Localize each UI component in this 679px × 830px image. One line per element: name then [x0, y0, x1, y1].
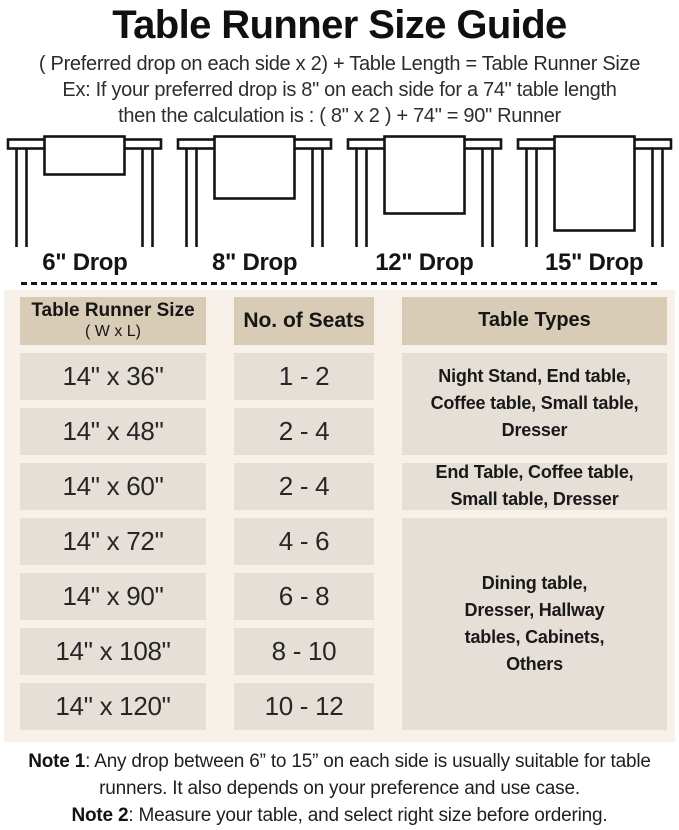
drop-diagram-6 [0, 135, 170, 277]
seats-cell: 6 - 8 [234, 573, 374, 620]
seats-cell: 1 - 2 [234, 353, 374, 400]
formula-text: ( Preferred drop on each side x 2) + Table Length = Table Runner Size [38, 52, 641, 75]
note-1 [3, 749, 677, 803]
header-table-types: Table Types [402, 297, 667, 345]
size-cell: 14" x 108" [20, 628, 206, 675]
seats-cell: 4 - 6 [234, 518, 374, 565]
drop-label: 8" Drop [211, 248, 298, 276]
page-title: Table Runner Size Guide [112, 3, 567, 47]
size-cell: 14" x 36" [20, 353, 206, 400]
drop-label: 15" Drop [544, 248, 644, 276]
example-line-1: Ex: If your preferred drop is 8" on each side for a 74" table length [62, 78, 617, 101]
example-line-2: then the calculation is : ( 8" x 2 ) + 74" = 90" Runner [118, 104, 561, 127]
note-2-text: : Measure your table, and select right size before ordering. [128, 804, 608, 826]
size-chart-grid [20, 297, 675, 730]
header-table-runner-size [20, 297, 206, 345]
seats-cell: 2 - 4 [234, 463, 374, 510]
table-types-cell-medium-tables: End Table, Coffee table, Small table, Dresser [402, 463, 667, 510]
size-cell: 14" x 60" [20, 463, 206, 510]
table-with-runner-illustration-8 [173, 135, 336, 247]
size-cell: 14" x 90" [20, 573, 206, 620]
table-with-runner-illustration-12 [343, 135, 506, 247]
header-size-line1: Table Runner Size [31, 300, 195, 322]
table-types-cell-large-tables: Dining table, Dresser, Hallway tables, Cabinets, Others [402, 518, 667, 730]
drop-label: 6" Drop [42, 248, 128, 276]
drop-diagram-12 [340, 135, 510, 277]
seats-cell: 8 - 10 [234, 628, 374, 675]
note-2-label: Note 2 [71, 804, 129, 826]
table-with-runner-illustration-6 [3, 135, 166, 247]
header-size-line2: ( W x L) [85, 323, 141, 341]
size-cell: 14" x 72" [20, 518, 206, 565]
notes-section [0, 749, 679, 830]
table-with-runner-illustration-15 [513, 135, 676, 247]
size-cell: 14" x 120" [20, 683, 206, 730]
note-1-label: Note 1 [28, 750, 86, 772]
drop-diagram-8 [170, 135, 340, 277]
size-cell: 14" x 48" [20, 408, 206, 455]
seats-cell: 2 - 4 [234, 408, 374, 455]
table-types-cell-small-tables: Night Stand, End table, Coffee table, Small table, Dresser [402, 353, 667, 455]
dashed-divider [21, 282, 658, 285]
note-1-text: : Any drop between 6” to 15” on each side is usually suitable for table runners. It also depends on your preference and use case. [85, 750, 651, 799]
drop-label: 12" Drop [375, 248, 474, 276]
drop-diagram-15 [509, 135, 679, 277]
size-chart-panel [4, 290, 675, 742]
seats-cell: 10 - 12 [234, 683, 374, 730]
header-no-of-seats: No. of Seats [234, 297, 374, 345]
drop-diagrams-row [0, 135, 679, 277]
